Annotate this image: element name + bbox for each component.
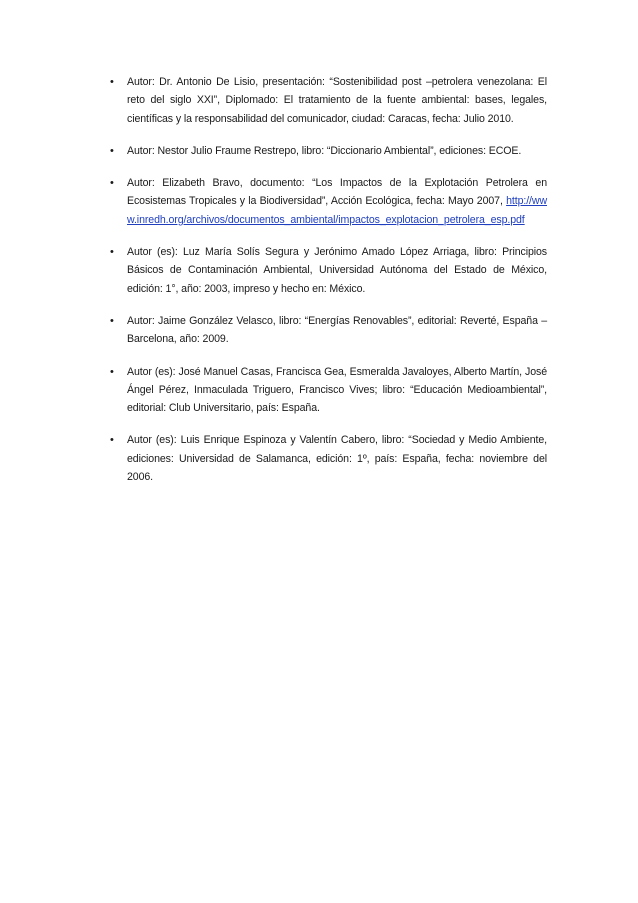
reference-item <box>110 142 547 160</box>
reference-text: Autor: Jaime González Velasco, libro: “Energías Renovables”, editorial: Reverté, España – Barcelona, año: 2009. <box>127 314 547 346</box>
reference-list <box>110 73 547 500</box>
bullet-icon: • <box>110 144 114 157</box>
bullet-icon: • <box>110 246 114 259</box>
reference-text: Autor (es): Luis Enrique Espinoza y Valentín Cabero, libro: “Sociedad y Medio Ambiente, ediciones: Universidad de Salamanca, edición: 1º, país: España, fecha: noviembre del 2006. <box>127 434 547 484</box>
bullet-icon: • <box>110 177 114 190</box>
reference-text: Autor: Nestor Julio Fraume Restrepo, libro: “Diccionario Ambiental”, ediciones: ECOE. <box>127 144 522 157</box>
reference-item <box>110 243 547 298</box>
bullet-icon: • <box>110 76 114 88</box>
reference-text: Autor: Dr. Antonio De Lisio, presentación: “Sostenibilidad post –petrolera venezolana: El reto del siglo XXI”, Diplomado: El tratamiento de la fuente ambiental: bases, legales, científicas y la responsabilidad del comunicador, ciudad: Caracas, fecha: Julio 2010. <box>127 76 547 125</box>
bullet-icon: • <box>110 314 114 327</box>
reference-link[interactable]: http://www.inredh.org/archivos/documentos_ambiental/impactos_explotacion_petrolera_esp.pdf <box>127 195 547 226</box>
reference-text: Autor (es): Luz María Solís Segura y Jerónimo Amado López Arriaga, libro: Principios Básicos de Contaminación Ambiental, Universidad Autónoma del Estado de México, edición: 1°, año: 2003, impreso y hecho en: México. <box>127 246 547 295</box>
reference-item <box>110 431 547 486</box>
reference-item <box>110 73 547 128</box>
reference-text: Autor: Elizabeth Bravo, documento: “Los Impactos de la Explotación Petrolera en Ecosistemas Tropicales y la Biodiversidad”, Acción Ecológica, fecha: Mayo 2007, <box>127 177 547 208</box>
bullet-icon: • <box>110 365 114 378</box>
reference-item <box>110 174 547 229</box>
bullet-icon: • <box>110 434 114 447</box>
reference-item <box>110 312 547 349</box>
reference-item <box>110 363 547 418</box>
reference-text: Autor (es): José Manuel Casas, Francisca Gea, Esmeralda Javaloyes, Alberto Martín, José Ángel Pérez, Inmaculada Triguero, Francisco Vives; libro: “Educación Medioambiental”, editorial: Club Universitario, país: España. <box>127 365 547 415</box>
